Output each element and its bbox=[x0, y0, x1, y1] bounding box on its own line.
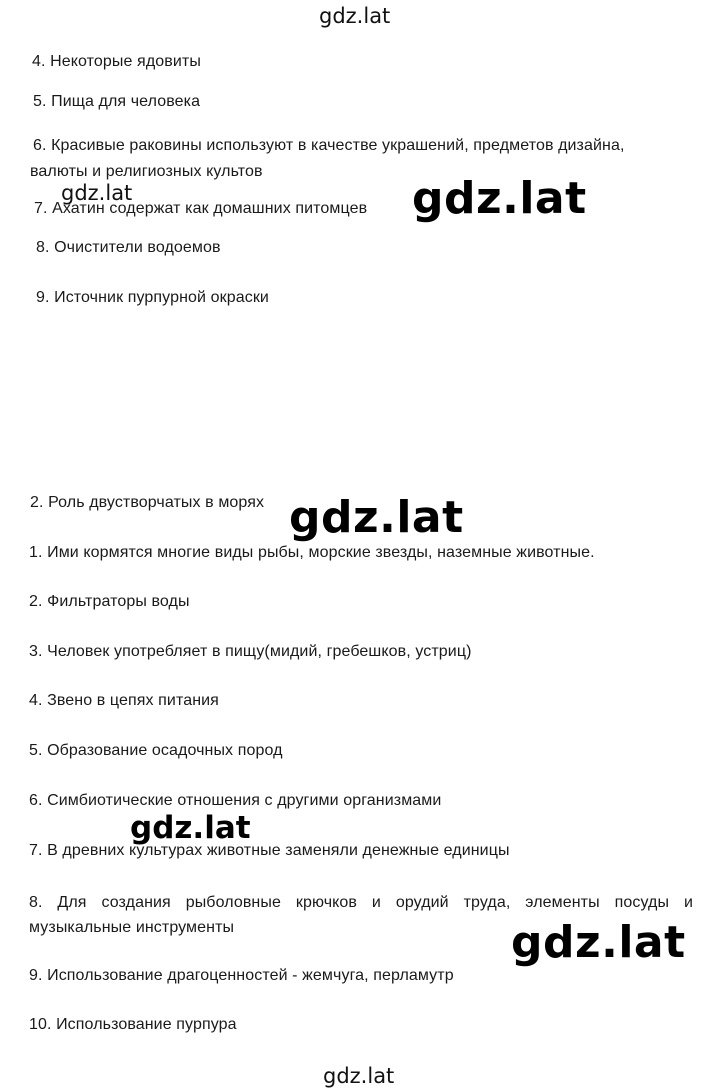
list-item: 1. Ими кормятся многие виды рыбы, морские звезды, наземные животные. bbox=[29, 544, 595, 561]
list-item: 6. Симбиотические отношения с другими организмами bbox=[29, 792, 442, 809]
list-item: 2. Фильтраторы воды bbox=[29, 593, 190, 610]
list-item: 5. Образование осадочных пород bbox=[29, 742, 283, 759]
list-item: 4. Звено в цепях питания bbox=[29, 692, 219, 709]
list-item: 8. Очистители водоемов bbox=[36, 239, 221, 256]
list-item: 9. Источник пурпурной окраски bbox=[36, 289, 269, 306]
list-item: 4. Некоторые ядовиты bbox=[32, 53, 201, 70]
watermark-big-2: gdz.lat bbox=[289, 492, 464, 543]
watermark-top: gdz.lat bbox=[319, 4, 391, 28]
list-item: 7. В древних культурах животные заменяли денежные единицы bbox=[29, 842, 510, 859]
list-item: 9. Использование драгоценностей - жемчуга, перламутр bbox=[29, 967, 454, 984]
list-item: 10. Использование пурпура bbox=[29, 1016, 237, 1033]
watermark-small-left: gdz.lat bbox=[61, 181, 133, 205]
watermark-mid-left: gdz.lat bbox=[130, 810, 251, 846]
list-item: 3. Человек употребляет в пищу(мидий, гребешков, устриц) bbox=[29, 643, 472, 660]
list-item: 6. Красивые раковины используют в качестве украшений, предметов дизайна, валюты и религиозных культов bbox=[30, 137, 625, 180]
watermark-big-1: gdz.lat bbox=[412, 173, 587, 224]
list-item: 8. Для создания рыболовные крючков и орудий труда, элементы посуды и музыкальные инструменты bbox=[29, 894, 693, 936]
list-item: 5. Пища для человека bbox=[33, 93, 201, 110]
watermark-big-3: gdz.lat bbox=[511, 917, 686, 968]
section-heading: 2. Роль двустворчатых в морях bbox=[30, 494, 265, 511]
watermark-bottom: gdz.lat bbox=[323, 1064, 395, 1088]
list-item: 7. Ахатин содержат как домашних питомцев bbox=[34, 200, 368, 217]
